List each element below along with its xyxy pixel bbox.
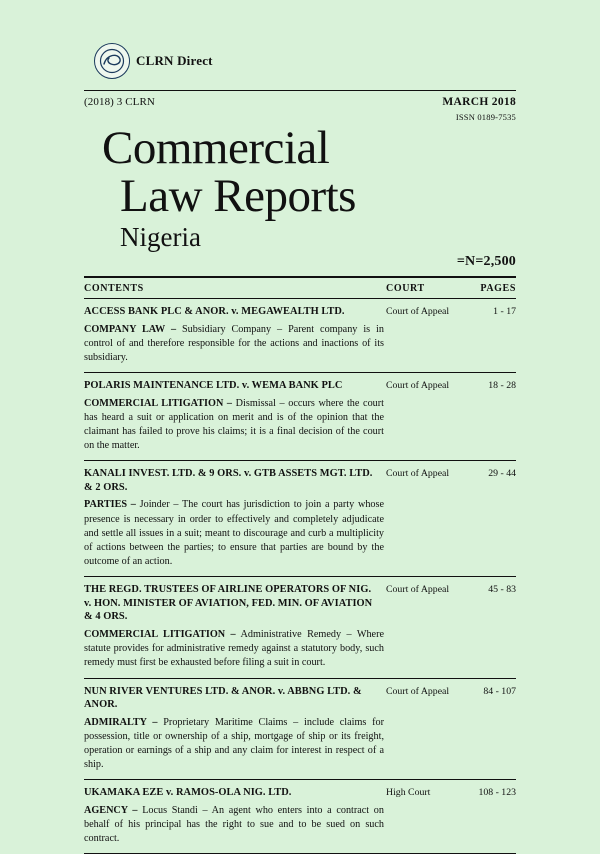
case-pages: 108 - 123 [478,787,516,799]
case-title: POLARIS MAINTENANCE LTD. v. WEMA BANK PLC [84,380,343,392]
list-item[interactable] [84,780,516,854]
case-title: KANALI INVEST. LTD. & 9 ORS. v. GTB ASSETS MGT. LTD. & 2 ORS. [84,468,373,493]
list-item[interactable] [84,461,516,577]
citation-label: (2018) 3 CLRN [84,96,155,108]
masthead-line-2: Law Reports [120,170,356,222]
brand-logo [94,40,516,82]
case-title: UKAMAKA EZE v. RAMOS-OLA NIG. LTD. [84,787,292,799]
case-title: NUN RIVER VENTURES LTD. & ANOR. v. ABBNG LTD. & ANOR. [84,685,362,711]
contents-heading: CONTENTS [84,283,144,294]
issue-header [84,91,516,108]
case-summary [84,628,516,671]
case-summary [84,804,516,847]
case-title: ACCESS BANK PLC & ANOR. v. MEGAWEALTH LTD. [84,306,345,317]
case-court: Court of Appeal [386,584,450,596]
case-topic: COMMERCIAL LITIGATION – [84,628,236,640]
case-topic: COMMERCIAL LITIGATION – [84,397,233,409]
case-pages: 45 - 83 [488,584,516,596]
court-column-header: COURT [386,283,425,294]
case-summary-text: Dismissal – occurs where the court has heard a suit or application on merit and is of the opinion that the claimant has failed to prove his claims; it is a final decision of the court on the matter. [84,397,384,452]
case-summary-text: Proprietary Maritime Claims – include claims for possession, title or ownership of a ship, mortgage of ship or its freight, operation or earnings of a ship and any claim for interest in respect of a ship. [84,716,385,771]
case-summary [84,323,516,366]
case-topic: ADMIRALTY – [84,716,158,728]
pages-column-header: PAGES [480,283,516,294]
circular-swirl-logo-icon [94,43,130,79]
list-item[interactable] [84,577,516,678]
issn-label: ISSN 0189-7535 [455,112,516,122]
case-topic: PARTIES – [84,499,136,511]
case-court: Court of Appeal [386,380,450,392]
contents-list [84,299,516,854]
case-pages: 29 - 44 [488,468,516,480]
case-pages: 1 - 17 [493,306,516,317]
contents-header-row [84,278,516,298]
case-court: Court of Appeal [386,685,450,697]
list-item[interactable] [84,373,516,461]
case-summary [84,716,516,773]
list-item[interactable] [84,299,516,373]
case-court: Court of Appeal [386,306,450,317]
case-pages: 18 - 28 [488,380,516,392]
case-court: High Court [386,787,431,799]
case-summary-text: Subsidiary Company – Parent company is in control of and therefore responsible for the actions and inactions of its subsidiary. [84,323,384,363]
masthead-line-3: Nigeria [120,222,201,252]
masthead-line-1: Commercial [102,122,330,174]
case-topic: AGENCY – [84,804,138,816]
case-topic: COMPANY LAW – [84,323,177,335]
case-court: Court of Appeal [386,468,450,480]
case-summary-text: Joinder – The court has jurisdiction to join a party whose presence is necessary in order to effectively and completely adjudicate and settle all issues in a suit; meant to discourage and curb a multiplicity of actions between the parties; to ensure that parties are bound by the outcome of an action. [84,499,384,568]
issue-date-label: MARCH 2018 [442,96,516,108]
brand-name: CLRN Direct [136,53,213,68]
price-label: =N=2,500 [456,254,516,269]
case-title: THE REGD. TRUSTEES OF AIRLINE OPERATORS OF NIG. v. HON. MINISTER OF AVIATION, FED. MIN. OF AVIATION & 4 ORS. [84,584,373,623]
list-item[interactable] [84,679,516,781]
case-summary-text: Locus Standi – An agent who enters into a contract on behalf of his principal has the right to sue and to be sued on such contract. [84,804,384,845]
case-pages: 84 - 107 [483,685,516,697]
case-summary [84,498,516,569]
masthead [84,124,516,252]
case-summary [84,397,516,454]
case-summary-text: Administrative Remedy – Where statute provides for administrative remedy against a statutory body, such remedy must first be exhausted before filing a suit in court. [84,628,384,669]
